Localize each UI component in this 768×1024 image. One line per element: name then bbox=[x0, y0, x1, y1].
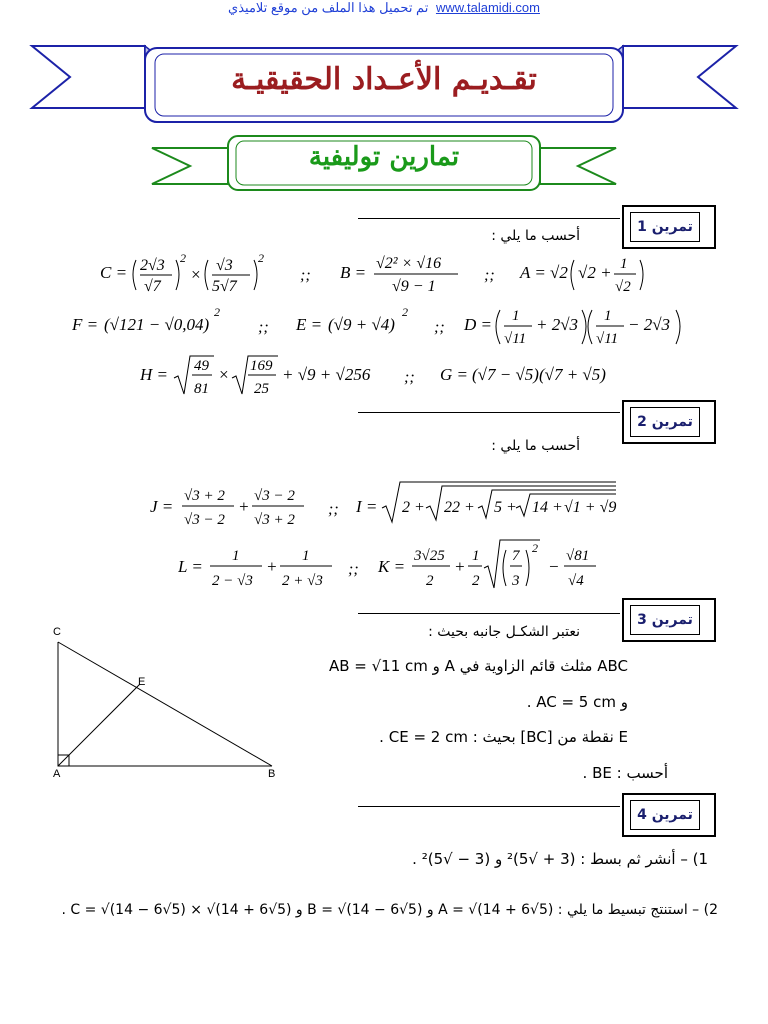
ex4-label: تمرين 4 bbox=[630, 800, 700, 830]
page-subtitle: تمارين توليفية bbox=[308, 142, 460, 172]
svg-text:1: 1 bbox=[604, 308, 612, 324]
svg-text:A = √2: A = √2 bbox=[520, 263, 568, 282]
svg-text:√11: √11 bbox=[504, 331, 527, 347]
svg-text:√2: √2 bbox=[615, 279, 631, 295]
svg-text:−: − bbox=[548, 557, 560, 576]
svg-text:1: 1 bbox=[620, 256, 628, 272]
svg-text:+: + bbox=[238, 497, 250, 516]
svg-text:5 +: 5 + bbox=[494, 499, 517, 516]
svg-text:√7: √7 bbox=[144, 278, 161, 295]
ex3-line-4: أحسب : BE . bbox=[582, 764, 668, 782]
svg-text:;;: ;; bbox=[434, 319, 445, 336]
svg-text:2√3: 2√3 bbox=[140, 257, 165, 274]
page-title: تقـديـم الأعـداد الحقيقيـة bbox=[231, 62, 537, 97]
ex2-label: تمرين 2 bbox=[630, 407, 700, 437]
ex3-header-box bbox=[622, 598, 716, 642]
svg-text:I =: I = bbox=[356, 497, 378, 516]
svg-text:2: 2 bbox=[180, 251, 186, 265]
svg-text:√2 +: √2 + bbox=[578, 263, 612, 282]
svg-text:F =: F = bbox=[72, 315, 99, 334]
ex3-line-3: E نقطة من [BC] بحيث : CE = 2 cm . bbox=[379, 728, 628, 746]
svg-text:√81: √81 bbox=[566, 548, 590, 564]
svg-text:√3: √3 bbox=[216, 257, 233, 274]
svg-text:2 +: 2 + bbox=[402, 499, 425, 516]
svg-text:√3 + 2: √3 + 2 bbox=[254, 512, 295, 528]
svg-text:169: 169 bbox=[250, 358, 273, 374]
svg-text:+ √9 + √256: + √9 + √256 bbox=[282, 365, 371, 384]
ex4-header-box bbox=[622, 793, 716, 837]
ex1-line-2 bbox=[72, 300, 702, 353]
svg-text:E =: E = bbox=[296, 315, 323, 334]
svg-text:81: 81 bbox=[194, 381, 209, 397]
svg-text:√2² × √16: √2² × √16 bbox=[376, 255, 442, 272]
svg-text:;;: ;; bbox=[348, 561, 359, 578]
svg-text:C =: C = bbox=[100, 263, 128, 282]
figure-label-a: A bbox=[53, 768, 61, 780]
svg-text:;;: ;; bbox=[300, 267, 311, 284]
site-link[interactable]: www.talamidi.com bbox=[435, 0, 540, 15]
svg-text:(√121 − √0,04): (√121 − √0,04) bbox=[104, 315, 210, 334]
svg-text:×: × bbox=[190, 265, 202, 284]
download-banner bbox=[0, 0, 768, 16]
svg-text:2: 2 bbox=[472, 573, 480, 589]
svg-text:√3 − 2: √3 − 2 bbox=[254, 488, 295, 504]
svg-text:B =: B = bbox=[340, 263, 367, 282]
svg-text:14 +: 14 + bbox=[532, 499, 563, 516]
ex4-line-2: 2) – استنتج تبسيط ما يلي : A = √(14 + 6√5) و B = √(14 − 6√5) و C = √(14 − 6√5) × √(14 + 6√5) . bbox=[61, 902, 718, 918]
svg-text:+ 2√3: + 2√3 bbox=[536, 315, 579, 334]
svg-text:;;: ;; bbox=[258, 319, 269, 336]
ex3-line-1: ABC مثلث قائم الزاوية في A و AB = √11 cm bbox=[328, 657, 628, 675]
svg-text:1: 1 bbox=[512, 308, 520, 324]
ex3-line-2: و AC = 5 cm . bbox=[526, 693, 628, 711]
svg-text:+: + bbox=[454, 557, 466, 576]
download-note: تم تحميل هذا الملف من موقع تلاميذي bbox=[228, 0, 429, 15]
ex3-instruction: نعتبر الشكـل جانبه بحيث : bbox=[428, 624, 580, 640]
figure-label-b: B bbox=[268, 768, 276, 780]
svg-text:7: 7 bbox=[512, 548, 520, 564]
svg-text:5√7: 5√7 bbox=[212, 278, 237, 295]
svg-text:√1 + √9: √1 + √9 bbox=[564, 499, 617, 516]
svg-text:√9 − 1: √9 − 1 bbox=[392, 278, 436, 295]
svg-text:3: 3 bbox=[512, 573, 520, 589]
svg-text:2: 2 bbox=[402, 305, 408, 319]
svg-text:H =: H = bbox=[140, 365, 168, 384]
svg-text:3√25: 3√25 bbox=[414, 548, 445, 564]
svg-text:2: 2 bbox=[258, 251, 264, 265]
ex1-label: تمرين 1 bbox=[630, 212, 700, 242]
ex3-figure bbox=[40, 622, 300, 782]
ex2-rule bbox=[358, 412, 620, 413]
svg-text:2 − √3: 2 − √3 bbox=[212, 573, 253, 589]
ex1-rule bbox=[358, 218, 620, 219]
ex1-line-1-formula bbox=[100, 248, 680, 296]
svg-text:L =: L = bbox=[178, 557, 203, 576]
ex1-header-box bbox=[622, 205, 716, 249]
ex3-rule bbox=[358, 613, 620, 614]
svg-text:×: × bbox=[218, 365, 230, 384]
svg-text:25: 25 bbox=[254, 381, 269, 397]
figure-label-c: C bbox=[53, 626, 61, 638]
svg-text:1: 1 bbox=[472, 548, 480, 564]
svg-text:;;: ;; bbox=[328, 501, 339, 518]
svg-text:− 2√3: − 2√3 bbox=[628, 315, 671, 334]
svg-text:+: + bbox=[266, 557, 278, 576]
svg-text:22 +: 22 + bbox=[444, 499, 475, 516]
svg-text:D =: D = bbox=[464, 315, 492, 334]
ex4-rule bbox=[358, 806, 620, 807]
svg-text:2: 2 bbox=[214, 305, 220, 319]
svg-text:(√9 + √4): (√9 + √4) bbox=[328, 315, 395, 334]
ex2-header-box bbox=[622, 400, 716, 444]
svg-text:√4: √4 bbox=[568, 573, 584, 589]
svg-text:J =: J = bbox=[150, 497, 174, 516]
svg-text:;;: ;; bbox=[484, 267, 495, 284]
svg-text:1: 1 bbox=[302, 548, 310, 564]
svg-text:√3 + 2: √3 + 2 bbox=[184, 488, 225, 504]
svg-text:√3 − 2: √3 − 2 bbox=[184, 512, 225, 528]
ex2-line-2-formula bbox=[178, 538, 618, 596]
ex1-instruction: أحسب ما يلي : bbox=[491, 228, 580, 244]
ex1-line-3-formula bbox=[140, 350, 660, 402]
ex1-line-3 bbox=[140, 350, 660, 407]
ex2-line-1 bbox=[150, 478, 630, 539]
svg-text:2 + √3: 2 + √3 bbox=[282, 573, 323, 589]
ex1-line-1 bbox=[100, 248, 680, 301]
svg-text:49: 49 bbox=[194, 358, 209, 374]
ex2-line-2 bbox=[178, 538, 618, 601]
svg-text:√11: √11 bbox=[596, 331, 619, 347]
svg-text:2: 2 bbox=[532, 541, 538, 555]
svg-text:2: 2 bbox=[426, 573, 434, 589]
ex1-line-2-formula bbox=[72, 300, 702, 348]
svg-text:K =: K = bbox=[378, 557, 406, 576]
ex2-instruction: أحسب ما يلي : bbox=[491, 438, 580, 454]
svg-text:(√7 − √5)(√7 + √5): (√7 − √5)(√7 + √5) bbox=[472, 365, 606, 384]
ex4-line-1: 1) – أنشر ثم بسط : (3 + √5)² و (3 − √5)² . bbox=[412, 850, 708, 868]
figure-label-e: E bbox=[138, 676, 146, 688]
svg-text:G =: G = bbox=[440, 365, 468, 384]
ex2-line-1-formula bbox=[150, 478, 630, 534]
svg-text:1: 1 bbox=[232, 548, 240, 564]
ex3-label: تمرين 3 bbox=[630, 605, 700, 635]
svg-text:;;: ;; bbox=[404, 369, 415, 386]
